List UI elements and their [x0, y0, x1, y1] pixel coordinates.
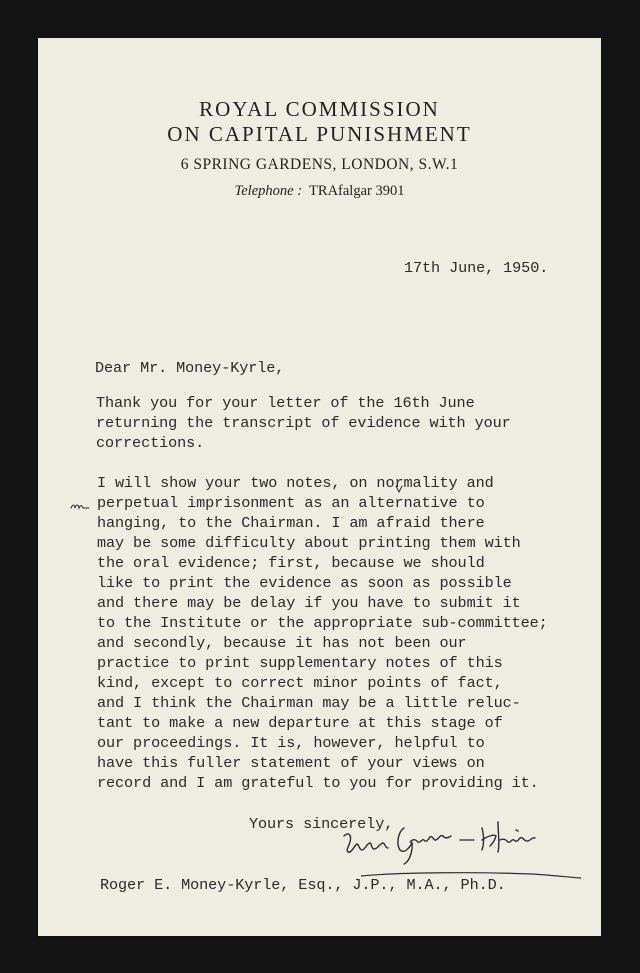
handwritten-signature: [338, 818, 583, 868]
paragraph-2-line: tant to make a new departure at this stage of: [97, 714, 503, 732]
insertion-caret-mark: [395, 484, 403, 494]
letterhead-address: 6 SPRING GARDENS, LONDON, S.W.1: [180, 156, 459, 173]
salutation: Dear Mr. Money-Kyrle,: [95, 359, 285, 377]
addressee-line: Roger E. Money-Kyrle, Esq., J.P., M.A., Ph.D.: [100, 876, 506, 894]
paragraph-2-line: practice to print supplementary notes of this: [97, 654, 503, 672]
paragraph-2-line: to the Institute or the appropriate sub-committee;: [97, 614, 548, 632]
paragraph-2-line: record and I am grateful to you for providing it.: [97, 774, 539, 792]
closing: Yours sincerely,: [249, 815, 394, 833]
paragraph-2-line: I will show your two notes, on normality and: [97, 474, 494, 492]
telephone-number: TRAfalgar 3901: [309, 183, 405, 199]
letterhead-title-line2: ON CAPITAL PUNISHMENT: [167, 122, 472, 146]
paragraph-2-line: perpetual imprisonment as an alternative to: [97, 494, 485, 512]
paragraph-2-line: and there may be delay if you have to submit it: [97, 594, 521, 612]
handwritten-strikethrough: [361, 872, 581, 886]
paragraph-2-line: may be some difficulty about printing them with: [97, 534, 521, 552]
telephone-label: Telephone :: [234, 183, 303, 199]
letterhead-title-line1: ROYAL COMMISSION: [199, 97, 440, 121]
paragraph-1-line: returning the transcript of evidence with your: [96, 414, 511, 432]
paragraph-2-line: our proceedings. It is, however, helpful to: [97, 734, 485, 752]
letter-page: [38, 38, 601, 936]
paragraph-1-line: Thank you for your letter of the 16th June: [96, 394, 475, 412]
paragraph-2-line: the oral evidence; first, because we should: [97, 554, 485, 572]
paragraph-1-line: corrections.: [96, 434, 205, 452]
paragraph-2-line: hanging, to the Chairman. I am afraid there: [97, 514, 485, 532]
paragraph-2-line: have this fuller statement of your views on: [97, 754, 485, 772]
paragraph-2-line: like to print the evidence as soon as possible: [97, 574, 512, 592]
paragraph-2-line: and I think the Chairman may be a little reluc-: [97, 694, 521, 712]
paragraph-2-line: kind, except to correct minor points of fact,: [97, 674, 503, 692]
letterhead-telephone: [38, 183, 601, 200]
letter-date: 17th June, 1950.: [404, 259, 549, 277]
margin-handwritten-mark: [70, 500, 90, 512]
paragraph-2-line: and secondly, because it has not been our: [97, 634, 467, 652]
